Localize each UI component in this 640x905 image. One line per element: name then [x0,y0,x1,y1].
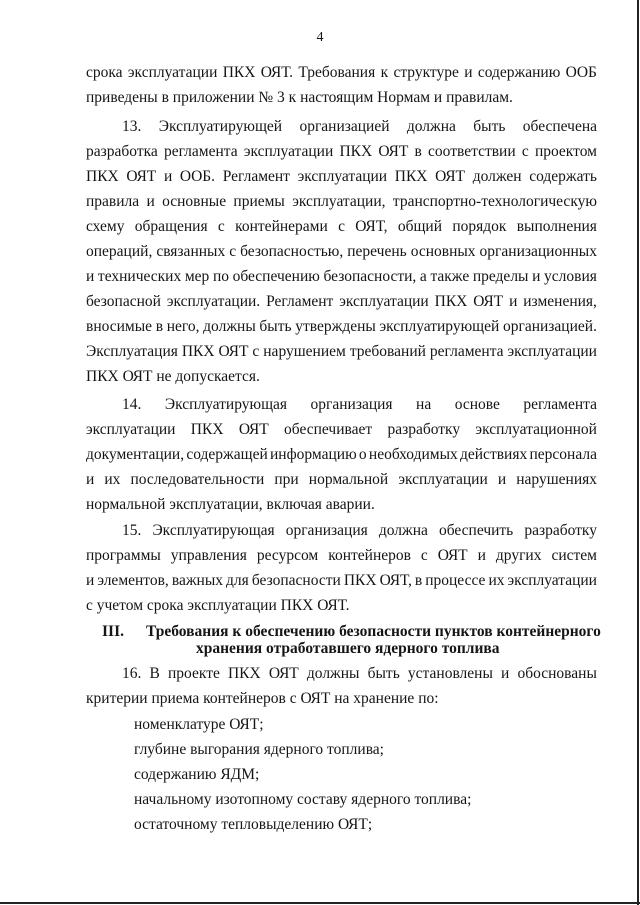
text-line: критерии приема контейнеров с ОЯТ на хранение по: [86,690,439,707]
text-line: 16. В проекте ПКХ ОЯТ должны быть установлены и обоснованы [122,665,597,682]
section-number: III. [102,623,124,640]
text-line: программы управления ресурсом контейнеров с ОЯТ и других систем [86,547,597,564]
section-title-line1: Требования к обеспечению безопасности пунктов контейнерного [146,623,601,640]
text-line: Эксплуатация ПКХ ОЯТ с нарушением требований регламента эксплуатации [86,343,597,360]
list-item: начальному изотопному составу ядерного топлива; [134,791,472,808]
text-line: документации, содержащей информацию о необходимых действиях персонала [86,446,597,463]
text-line: 13. Эксплуатирующей организацией должна быть обеспечена [122,118,597,135]
text-line: схему обращения с контейнерами с ОЯТ, общий порядок выполнения [86,218,597,235]
text-line: разработка регламента эксплуатации ПКХ ОЯТ в соответствии с проектом [86,143,597,160]
list-item: содержанию ЯДМ; [134,766,260,783]
scan-edge-bottom [0,902,640,904]
page-number: 4 [316,30,324,45]
section-title-line2: хранения отработавшего ядерного топлива [196,640,500,657]
text-line: 14. Эксплуатирующая организация на основе регламента [122,396,597,413]
text-line: приведены в приложении № 3 к настоящим Нормам и правилам. [86,89,513,106]
text-line: операций, связанных с безопасностью, перечень основных организационных [86,243,597,260]
text-line: и технических мер по обеспечению безопасности, а также пределы и условия [86,268,597,285]
scan-edge-right [637,0,639,905]
text-line: 15. Эксплуатирующая организация должна обеспечить разработку [122,522,597,539]
text-line: вносимые в него, должны быть утверждены эксплуатирующей организацией. [86,318,597,335]
text-line: с учетом срока эксплуатации ПКХ ОЯТ. [86,597,350,614]
text-line: правила и основные приемы эксплуатации, транспортно-технологическую [86,193,597,210]
text-line: и их последовательности при нормальной эксплуатации и нарушениях [86,471,597,488]
text-line: ПКХ ОЯТ и ООБ. Регламент эксплуатации ПКХ ОЯТ должен содержать [86,168,597,185]
text-line: нормальной эксплуатации, включая аварии. [86,496,375,513]
list-item: остаточному тепловыделению ОЯТ; [134,816,373,833]
list-item: глубине выгорания ядерного топлива; [134,741,384,758]
text-line: и элементов, важных для безопасности ПКХ ОЯТ, в процессе их эксплуатации [86,572,597,589]
list-item: номенклатуре ОЯТ; [134,716,264,733]
text-line: эксплуатации ПКХ ОЯТ обеспечивает разработку эксплуатационной [86,421,597,438]
text-line: ПКХ ОЯТ не допускается. [86,368,260,385]
text-line: безопасной эксплуатации. Регламент эксплуатации ПКХ ОЯТ и изменения, [86,293,597,310]
text-line: срока эксплуатации ПКХ ОЯТ. Требования к структуре и содержанию ООБ [86,64,597,81]
